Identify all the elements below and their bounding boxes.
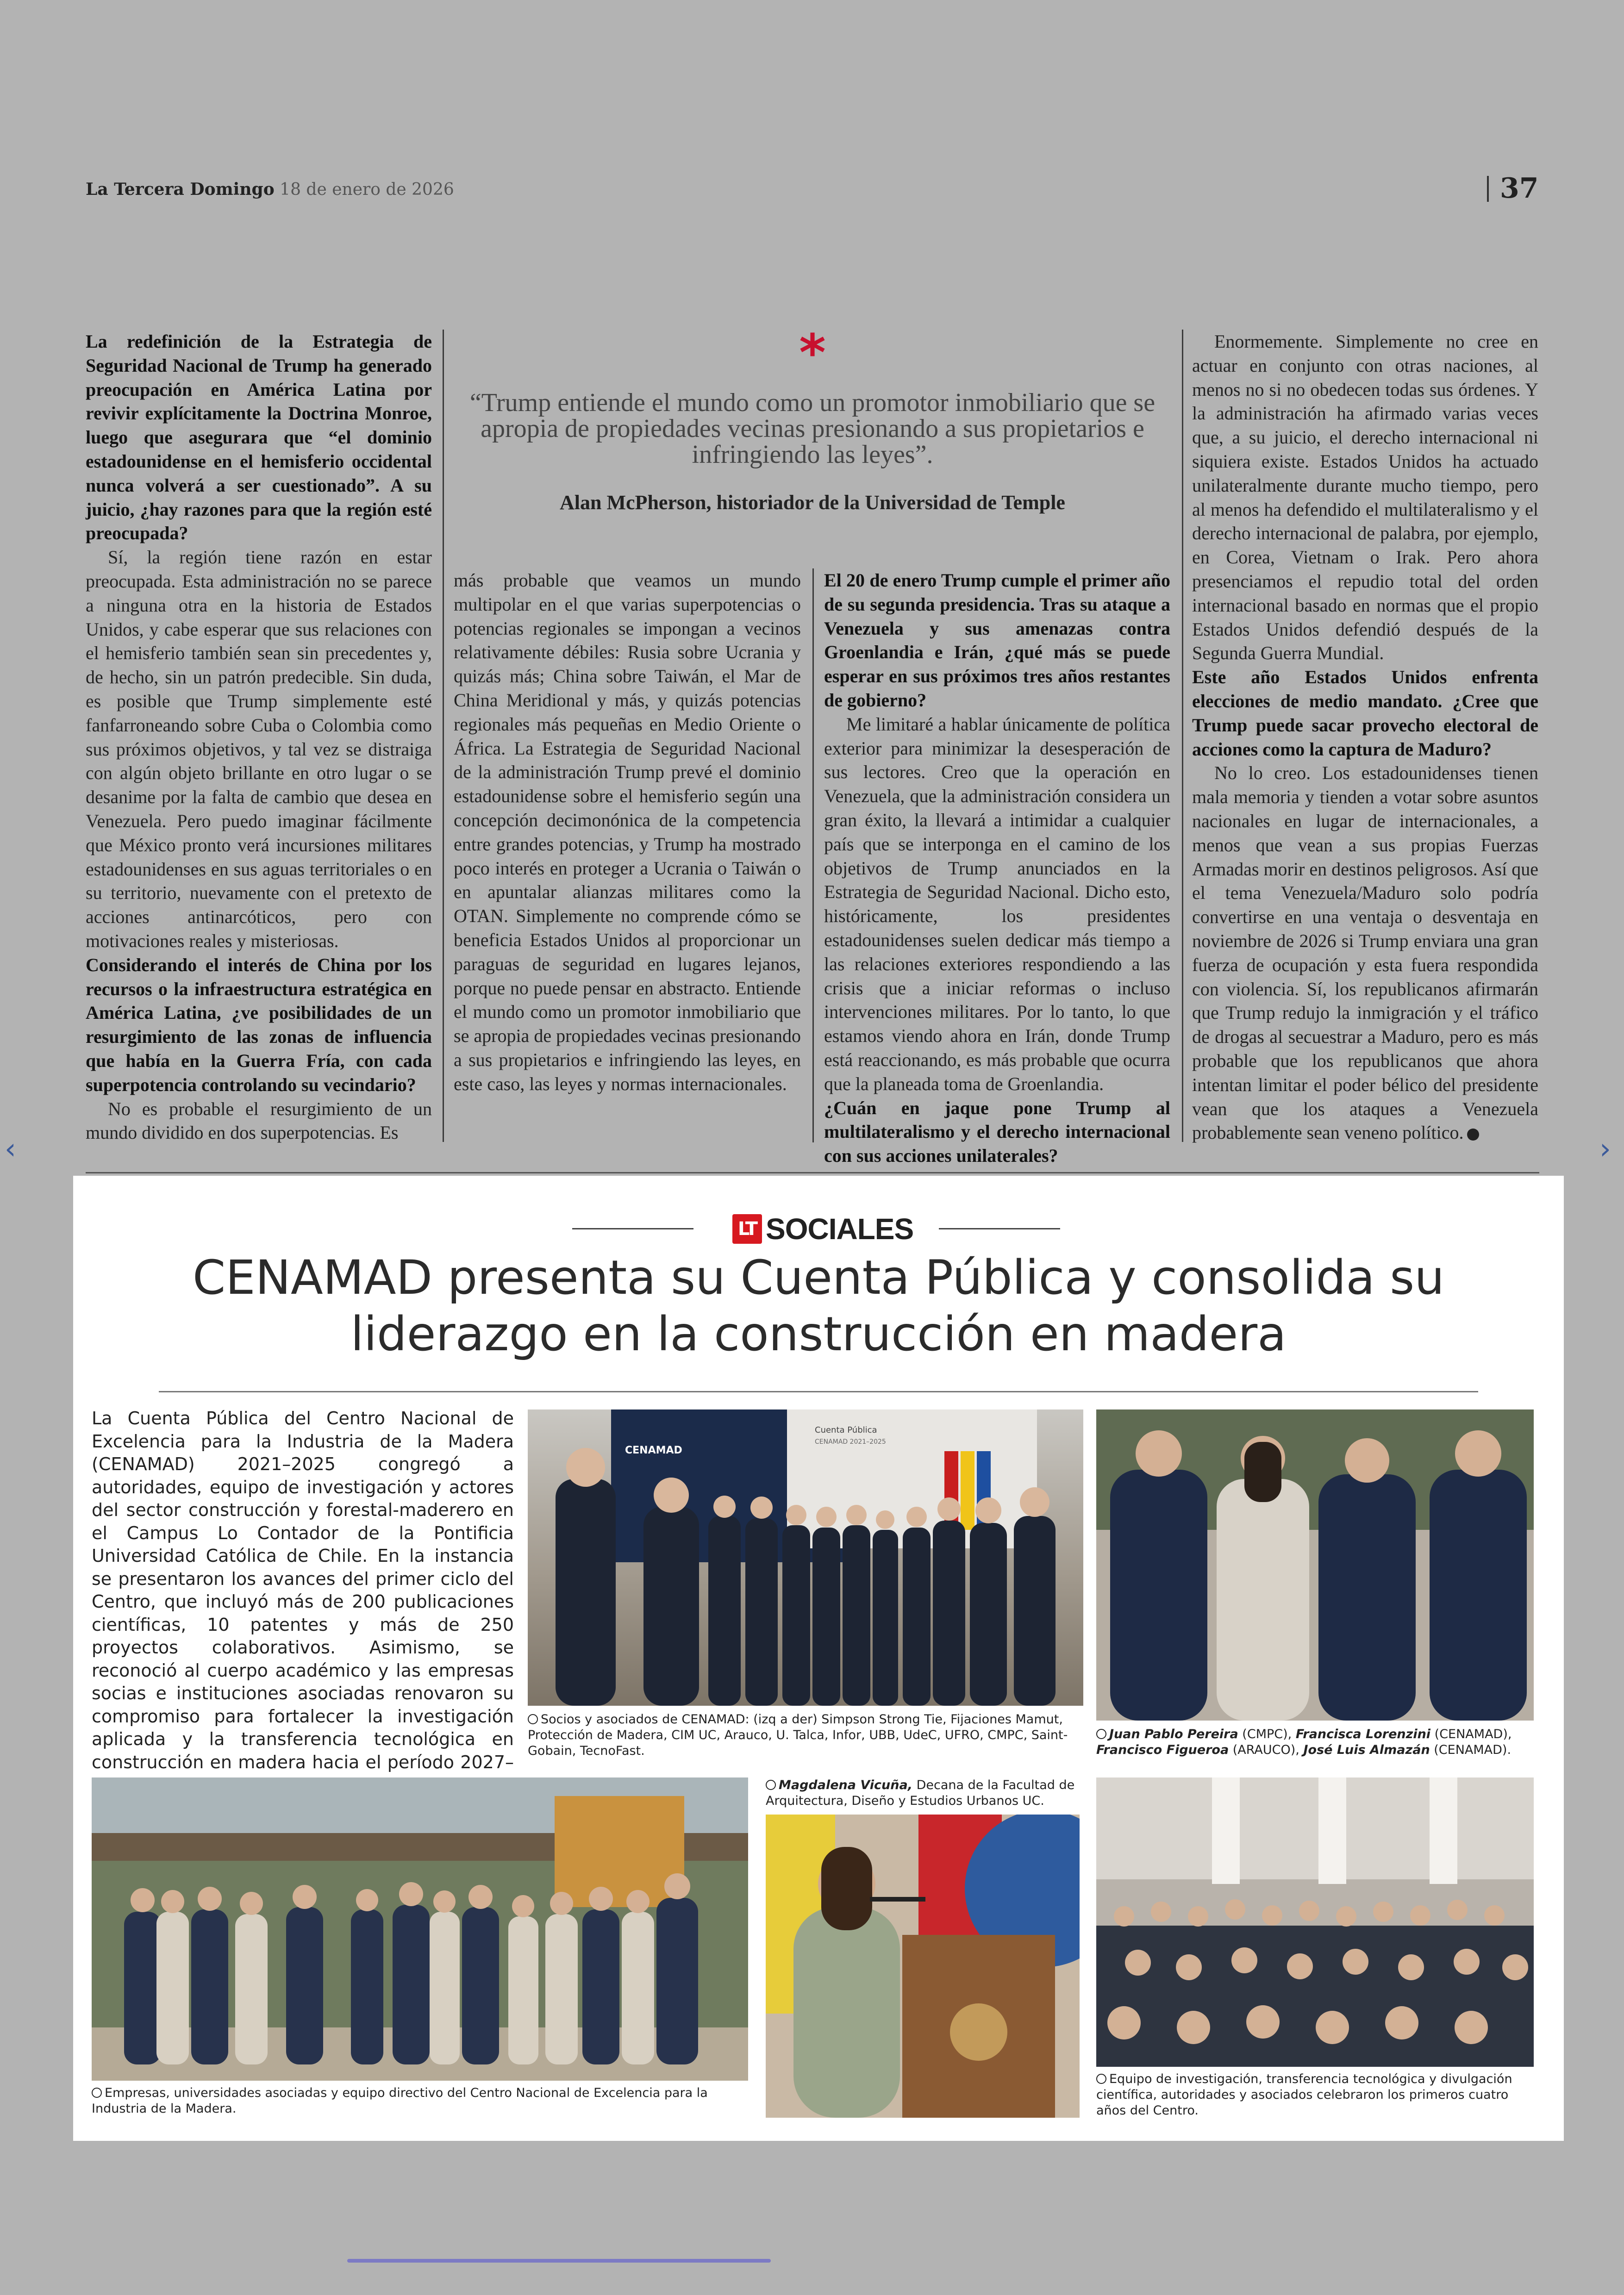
caption-person-name: José Luis Almazán <box>1303 1743 1430 1757</box>
interview-answer <box>1192 761 1538 1145</box>
previous-page-arrow[interactable]: ‹ <box>5 1132 16 1166</box>
caption-affiliation: (CENAMAD). <box>1430 1743 1512 1757</box>
photo-dean-podium <box>766 1815 1080 2118</box>
page-number-divider <box>1487 176 1489 202</box>
brand-rule-left <box>572 1228 693 1229</box>
camera-icon <box>766 1780 776 1790</box>
interview-answer: Sí, la región tiene razón en estar preocupada. Esta administración no se parece a ninguna otra en la historia de Estados Unidos, y cabe esperar que sus relaciones con el hemisferio también sean sin precedentes y, de hecho, sin un patrón predecible. Sin duda, es posible que Trump simplemente esté fanfarroneando sobre Cuba o Colombia como sus próximos objetivos, y tal vez se distraiga con algún objeto brillante en otro lugar o se desanime por la falta de cambio que desea en Venezuela. Pero puedo imaginar fácilmente que México pronto verá incursiones militares estadounidenses en sus aguas territoriales o en su territorio, nuevamente con el pretexto de acciones antinarcóticos, pero con motivaciones reales y misteriosas. <box>86 547 432 951</box>
pull-quote-text: “Trump entiende el mundo como un promotor inmobiliario que se apropia de propiedades vecinas presionando a sus propietarios e infringiendo las leyes”. <box>469 388 1156 469</box>
photo-caption <box>528 1712 1083 1759</box>
section-brand <box>732 1213 913 1245</box>
caption-affiliation: (ARAUCO), <box>1229 1743 1304 1757</box>
publication-line <box>86 180 454 199</box>
screen-title: Cuenta Pública <box>815 1425 877 1435</box>
caption-affiliation: (CMPC), <box>1238 1727 1296 1741</box>
publication-name: La Tercera Domingo <box>86 180 275 199</box>
column-rule <box>443 330 444 1142</box>
article-column-4 <box>1192 330 1538 1145</box>
headline-rule <box>159 1391 1478 1392</box>
end-of-article-icon <box>1467 1129 1479 1141</box>
photo-caption <box>92 2085 748 2117</box>
page-header <box>86 172 1544 231</box>
column-rule <box>812 568 814 1142</box>
photo-directive-team <box>92 1777 748 2081</box>
caption-person-name: Francisco Figueroa <box>1096 1743 1229 1757</box>
interview-answer: Enormemente. Simplemente no cree en actuar en conjunto con otras naciones, al menos no si no obedecen todas sus órdenes. Y la administración ha afirmado varias veces que, a su juicio, el derecho internacional ni siquiera existe. Estados Unidos ha actuado unilateralmente durante mucho tiempo, pero al menos ha defendido el multilateralismo y el derecho internacional de palabra, por ejemplo, en Corea, Vietnam o Irak. Pero ahora presenciamos el repudio total del orden internacional basado en normas que el propio Estados Unidos defendió después de la Segunda Guerra Mundial. <box>1192 331 1538 664</box>
advertorial-headline: CENAMAD presenta su Cuenta Pública y consolida su liderazgo en la construcción en madera <box>193 1250 1444 1362</box>
interview-question: Considerando el interés de China por los recursos o la infraestructura estratégica en América Latina, ¿ve posibilidades de un resurgimiento de las zonas de influencia que había en la Guerra Fría, con cada superpotencia controlando su vecindario? <box>86 954 432 1095</box>
interview-question: La redefinición de la Estrategia de Seguridad Nacional de Trump ha generado preocupación en América Latina por revivir explícitamente la Doctrina Monroe, luego que asegurara que “el dominio estadounidense en el hemisferio occidental nunca volverá a ser cuestionado”. A su juicio, ¿hay razones para que la región esté preocupada? <box>86 331 432 544</box>
caption-text: Equipo de investigación, transferencia tecnológica y divulgación científica, autoridades y asociados celebraron los primeros cuatro años del Centro. <box>1096 2072 1512 2118</box>
caption-text: Socios y asociados de CENAMAD: (izq a der) Simpson Strong Tie, Fijaciones Mamut, Protección de Madera, CIM UC, Arauco, U. Talca, Infor, UBB, UdeC, UFRO, CMPC, Saint-Gobain, TecnoFast. <box>528 1712 1068 1758</box>
interview-answer: Me limitaré a hablar únicamente de política exterior para minimizar la desesperación de sus lectores. Creo que la operación en Venezuela, que la administración considera un gran éxito, la llevará a intimidar a cualquier país que se interponga en el camino de los objetivos de Trump anunciados en la Estrategia de Seguridad Nacional. Dicho esto, históricamente, los presidentes estadounidenses suelen dedicar más tiempo a las relaciones exteriores respondiendo a las crisis que a iniciar reformas o incluso intervenciones militares. Por lo tanto, lo que estamos viendo ahora en Irán, donde Trump está reaccionando, es más probable que ocurra que la planeada toma de Groenlandia. <box>824 713 1170 1094</box>
photo-caption <box>766 1777 1080 1809</box>
column-rule <box>1182 330 1183 1142</box>
photo-partners-group <box>528 1409 1083 1706</box>
pull-quote-author: Alan McPherson, historiador de la Universidad de Temple <box>560 491 1065 514</box>
brand-rule-right <box>939 1228 1060 1229</box>
interview-question: El 20 de enero Trump cumple el primer año de su segunda presidencia. Tras su ataque a Venezuela y sus amenazas contra Groenlandia e Irán, ¿qué más se puede esperar en sus próximos tres años restantes de gobierno? <box>824 570 1170 711</box>
article-column-1 <box>86 330 432 1145</box>
reading-progress-bar[interactable] <box>347 2259 771 2263</box>
advertorial-lead: La Cuenta Pública del Centro Nacional de Excelencia para la Industria de la Madera (CENAMAD) 2021–2025 congregó a autoridades, equipo de investigación y actores del sector construcción y forestal-maderero en el Campus Lo Contador de la Pontificia Universidad Católica de Chile. En la instancia se presentaron los avances del primer ciclo del Centro, que incluyó más de 200 publicaciones científicas, 10 patentes y más de 250 proyectos colaborativos. Asimismo, se reconoció al cuerpo académico y las empresas socias e instituciones asociadas renovaron su compromiso para fortalecer la investigación aplicada y la transferencia tecnológica en construcción en madera hacia el período 2027– <box>92 1408 514 1772</box>
section-brand-row <box>73 1194 1564 1246</box>
lt-logo-icon: LT <box>732 1214 762 1244</box>
photo-caption <box>1096 1727 1534 1758</box>
photo-caption <box>1096 2071 1534 2119</box>
interview-answer-text: No lo creo. Los estadounidenses tienen mala memoria y tienden a votar sobre asuntos nacionales en lugar de internacionales, a menos que vean a sus propias Fuerzas Armadas morir en destinos peligrosos. Así que el tema Venezuela/Maduro solo podría convertirse en una ventaja o desventaja en noviembre de 2026 si Trump enviara una gran fuerza de ocupación y esta fuera respondida con violencia. Sí, los republicanos afirmarán que Trump redujo la inmigración y el tráfico de drogas al secuestrar a Maduro, pero es más probable que los republicanos que ahora intentan limitar el poder bélico del presidente vean que los ataques a Venezuela probablemente sean veneno político. <box>1192 762 1538 1143</box>
section-name: SOCIALES <box>766 1212 914 1246</box>
caption-person-name: Magdalena Vicuña, <box>779 1778 912 1792</box>
caption-text: Empresas, universidades asociadas y equipo directivo del Centro Nacional de Excelencia para la Industria de la Madera. <box>92 2086 708 2116</box>
camera-icon <box>92 2088 102 2098</box>
article-bottom-rule <box>86 1172 1539 1173</box>
interview-question: Este año Estados Unidos enfrenta elecciones de medio mandato. ¿Cree que Trump puede sacar provecho electoral de acciones como la captura de Maduro? <box>1192 667 1538 760</box>
sociales-advertorial <box>73 1176 1564 2141</box>
banner-logo-text: CENAMAD <box>625 1445 682 1456</box>
caption-affiliation: (CENAMAD), <box>1430 1727 1512 1741</box>
caption-person-name: Francisca Lorenzini <box>1295 1727 1431 1741</box>
interview-question: ¿Cuán en jaque pone Trump al multilateralismo y el derecho internacional con sus acciones unilaterales? <box>824 1097 1170 1166</box>
caption-person-name: Juan Pablo Pereira <box>1109 1727 1238 1741</box>
article-column-2 <box>454 568 801 1096</box>
photo-audience <box>1096 1777 1534 2067</box>
issue-date: 18 de enero de 2026 <box>280 180 454 199</box>
page-number: 37 <box>1500 172 1539 205</box>
interview-answer: más probable que veamos un mundo multipolar en el que varias superpotencias o potencias regionales se impongan a vecinos relativamente débiles: Rusia sobre Ucrania y quizás más; China sobre Taiwán, el Mar de China Meridional y más, y quizás potencias regionales más pequeñas en Medio Oriente o África. La Estrategia de Seguridad Nacional de la administración Trump prevé el dominio estadounidense sobre el hemisferio según una concepción decimonónica de la competencia entre grandes potencias, y Trump ha mostrado poco interés en proteger a Ucrania o Taiwán o en apuntalar alianzas militares como la OTAN. Simplemente no comprende cómo se beneficia Estados Unidos al proporcionar un paraguas de seguridad en lugares lejanos, porque no puede pensar en abstracto. Entiende el mundo como un promotor inmobiliario que se apropia de propiedades vecinas presionando a sus propietarios e infringiendo las leyes, en este caso, las leyes y normas internacionales. <box>454 570 801 1094</box>
article-column-3 <box>824 568 1170 1168</box>
caption-affiliation: Decana de la Facultad de Arquitectura, Diseño y Estudios Urbanos UC. <box>766 1778 1075 1808</box>
camera-icon <box>1096 1729 1106 1739</box>
asterisk-icon: * <box>799 323 826 382</box>
pull-quote <box>454 323 1171 514</box>
camera-icon <box>1096 2074 1106 2084</box>
photo-four-people <box>1096 1409 1534 1721</box>
camera-icon <box>528 1714 538 1724</box>
next-page-arrow[interactable]: › <box>1599 1132 1611 1166</box>
interview-answer: No es probable el resurgimiento de un mundo dividido en dos superpotencias. Es <box>86 1098 432 1143</box>
screen-subtitle: CENAMAD 2021–2025 <box>815 1438 886 1446</box>
